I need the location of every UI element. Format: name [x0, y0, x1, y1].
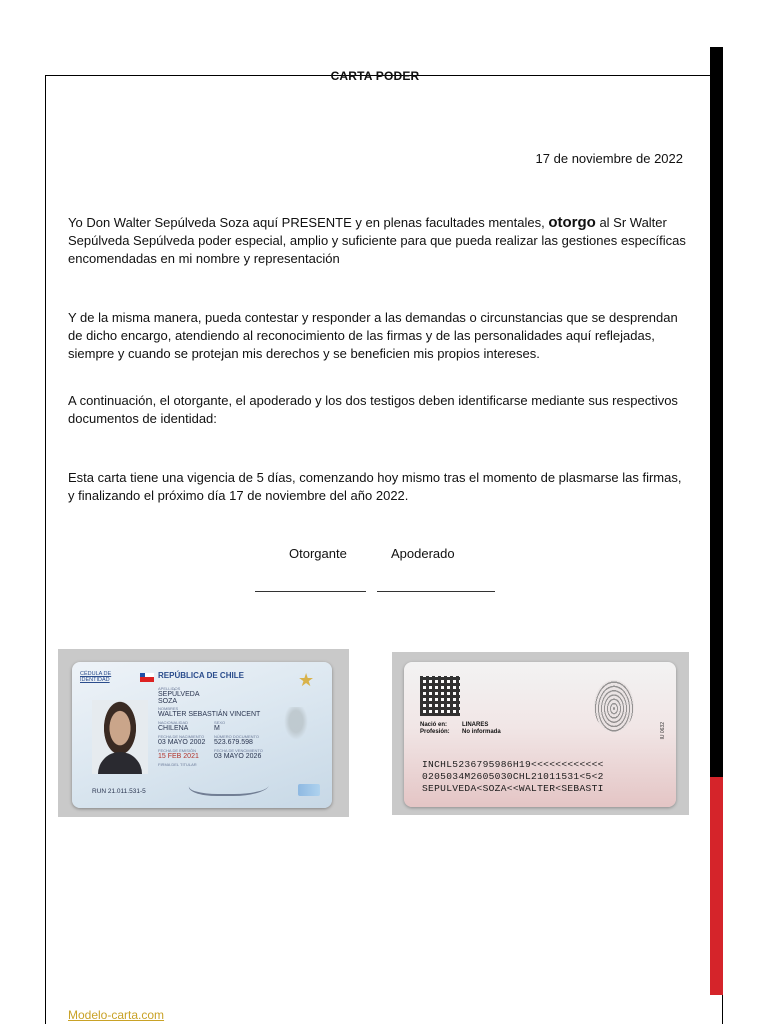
fingerprint-icon [594, 680, 634, 732]
id-portrait [92, 700, 148, 774]
id-ghost-portrait [282, 707, 310, 743]
id-birth: 03 MAYO 2002 [158, 739, 206, 746]
hologram-icon [298, 784, 320, 796]
mrz-line-1: INCHL5236795986H19<<<<<<<<<<<< [422, 759, 604, 770]
id-issue-label: FECHA DE EMISIÓN [158, 748, 197, 753]
signature-label-apoderado: Apoderado [391, 546, 455, 561]
side-bar-red [710, 777, 723, 995]
document-date: 17 de noviembre de 2022 [535, 151, 683, 166]
id-card-back-photo [392, 652, 689, 815]
id-docnum-label: NÚMERO DOCUMENTO [214, 734, 260, 739]
footer-link[interactable]: Modelo-carta.com [68, 1008, 165, 1022]
side-bar-black [710, 47, 723, 777]
id-sex-label: SEXO [214, 720, 226, 725]
id-surname1: SEPÚLVEDA [158, 691, 200, 698]
paragraph-grant-start: Yo Don Walter Sepúlveda Soza aquí PRESENTE y en plenas facultades mentales, [68, 215, 545, 230]
frame-left-border [45, 75, 46, 1024]
id-card-front [72, 662, 332, 808]
document-title: CARTA PODER [330, 69, 420, 83]
id-surname2: SOZA [158, 698, 178, 705]
id-nationality: CHILENA [158, 725, 189, 732]
id-profession-label: Profesión: [420, 729, 450, 735]
chile-flag-icon [140, 673, 154, 682]
paragraph-validity: Esta carta tiene una vigencia de 5 días, comenzando hoy mismo tras el momento de plasmarse las firmas, y finalizando el próximo día 17 de noviembre del año 2022. [68, 470, 682, 503]
id-expiry-label: FECHA DE VENCIMIENTO [214, 748, 263, 753]
id-profession: No informada [462, 729, 501, 735]
id-docnum: 523.679.598 [214, 739, 253, 746]
qr-code-icon [420, 676, 460, 716]
id-born-in-label: Nació en: [420, 722, 448, 728]
mrz-line-2: 0205034M2605030CHL21011531<5<2 [422, 771, 604, 782]
holder-signature-scribble [185, 770, 274, 796]
signature-label-otorgante: Otorgante [289, 546, 347, 561]
id-names-label: NOMBRES [158, 706, 179, 711]
id-serial: IU 0632 [660, 722, 666, 740]
id-nationality-label: NACIONALIDAD [158, 720, 189, 725]
id-expiry: 03 MAYO 2026 [214, 753, 262, 760]
paragraph-scope: Y de la misma manera, pueda contestar y responder a las demandas o circunstancias que se desprendan de dicho encargo, atendiendo al reconocimiento de las firmas y de las personalidades aquí reflejadas, siempre y cuando se protejan mis derechos y se beneficien mis propios intereses. [68, 310, 678, 361]
id-signature-label: FIRMA DEL TITULAR [158, 762, 197, 767]
mrz-line-3: SEPULVEDA<SOZA<<WALTER<SEBASTI [422, 783, 604, 794]
id-born-in: LINARES [462, 722, 489, 728]
side-bar-line [722, 995, 723, 1024]
id-birth-label: FECHA DE NACIMIENTO [158, 734, 205, 739]
paragraph-grant [68, 214, 688, 268]
id-doc-type: CÉDULA DE IDENTIDAD [80, 671, 112, 683]
id-card-front-photo [58, 649, 349, 817]
signature-line-apoderado [377, 591, 495, 592]
signature-line-otorgante [255, 591, 366, 592]
star-icon: ★ [298, 670, 315, 690]
id-run: RUN 21.011.531-5 [92, 788, 146, 795]
id-country: REPÚBLICA DE CHILE [158, 671, 244, 680]
paragraph-grant-end: al Sr Walter Sepúlveda Sepúlveda poder especial, amplio y suficiente para que pueda realizar las gestiones específicas encomendadas en mi nombre y representación [68, 215, 686, 266]
id-names: WALTER SEBASTIÁN VINCENT [158, 711, 261, 718]
id-card-back [404, 662, 676, 807]
id-sex: M [214, 725, 220, 732]
id-surnames-label: APELLIDOS [158, 686, 181, 691]
id-issue: 15 FEB 2021 [158, 753, 199, 760]
paragraph-identification: A continuación, el otorgante, el apoderado y los dos testigos deben identificarse mediante sus respectivos documentos de identidad: [68, 393, 678, 426]
paragraph-grant-bold: otorgo [548, 214, 596, 231]
